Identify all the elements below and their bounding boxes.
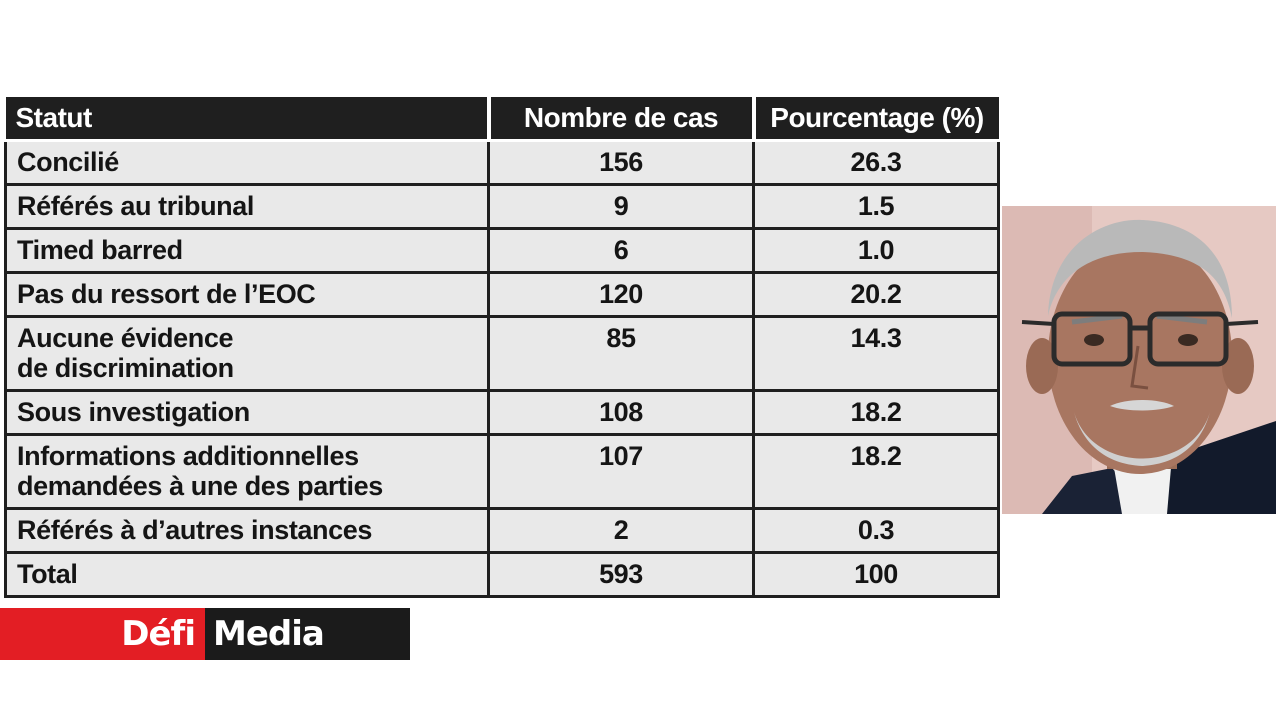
row-pourcentage: 1.5 bbox=[754, 185, 999, 229]
table-header bbox=[6, 97, 999, 141]
row-pourcentage: 18.2 bbox=[754, 391, 999, 435]
portrait-illustration bbox=[1002, 206, 1276, 514]
table-row-total bbox=[6, 553, 999, 597]
row-nombre: 107 bbox=[489, 435, 754, 509]
table-body bbox=[6, 141, 999, 597]
table-row bbox=[6, 141, 999, 185]
row-pourcentage: 14.3 bbox=[754, 317, 999, 391]
column-header-statut: Statut bbox=[6, 97, 489, 141]
table-row bbox=[6, 317, 999, 391]
row-nombre: 120 bbox=[489, 273, 754, 317]
table-row bbox=[6, 391, 999, 435]
row-nombre: 593 bbox=[489, 553, 754, 597]
column-header-nombre: Nombre de cas bbox=[489, 97, 754, 141]
brand-logo-media: Media bbox=[213, 614, 324, 654]
row-nombre: 156 bbox=[489, 141, 754, 185]
row-statut: Référés au tribunal bbox=[6, 185, 489, 229]
row-nombre: 2 bbox=[489, 509, 754, 553]
row-pourcentage: 0.3 bbox=[754, 509, 999, 553]
table-row bbox=[6, 229, 999, 273]
row-statut: Aucune évidence de discrimination bbox=[6, 317, 489, 391]
row-nombre: 9 bbox=[489, 185, 754, 229]
row-pourcentage: 100 bbox=[754, 553, 999, 597]
row-nombre: 108 bbox=[489, 391, 754, 435]
row-pourcentage: 20.2 bbox=[754, 273, 999, 317]
row-nombre: 85 bbox=[489, 317, 754, 391]
table-row bbox=[6, 185, 999, 229]
row-statut: Référés à d’autres instances bbox=[6, 509, 489, 553]
table-header-row bbox=[6, 97, 999, 141]
table-row bbox=[6, 435, 999, 509]
row-statut: Total bbox=[6, 553, 489, 597]
portrait-photo bbox=[1002, 206, 1276, 514]
row-statut: Sous investigation bbox=[6, 391, 489, 435]
row-statut: Pas du ressort de l’EOC bbox=[6, 273, 489, 317]
brand-logo bbox=[0, 608, 410, 660]
table-row bbox=[6, 273, 999, 317]
table-row bbox=[6, 509, 999, 553]
row-nombre: 6 bbox=[489, 229, 754, 273]
column-header-pourcentage: Pourcentage (%) bbox=[754, 97, 999, 141]
row-statut: Informations additionnelles demandées à une des parties bbox=[6, 435, 489, 509]
row-pourcentage: 1.0 bbox=[754, 229, 999, 273]
row-pourcentage: 18.2 bbox=[754, 435, 999, 509]
brand-logo-defi: Défi bbox=[0, 608, 205, 660]
stats-table bbox=[4, 97, 1000, 598]
row-statut: Timed barred bbox=[6, 229, 489, 273]
row-statut: Concilié bbox=[6, 141, 489, 185]
row-pourcentage: 26.3 bbox=[754, 141, 999, 185]
